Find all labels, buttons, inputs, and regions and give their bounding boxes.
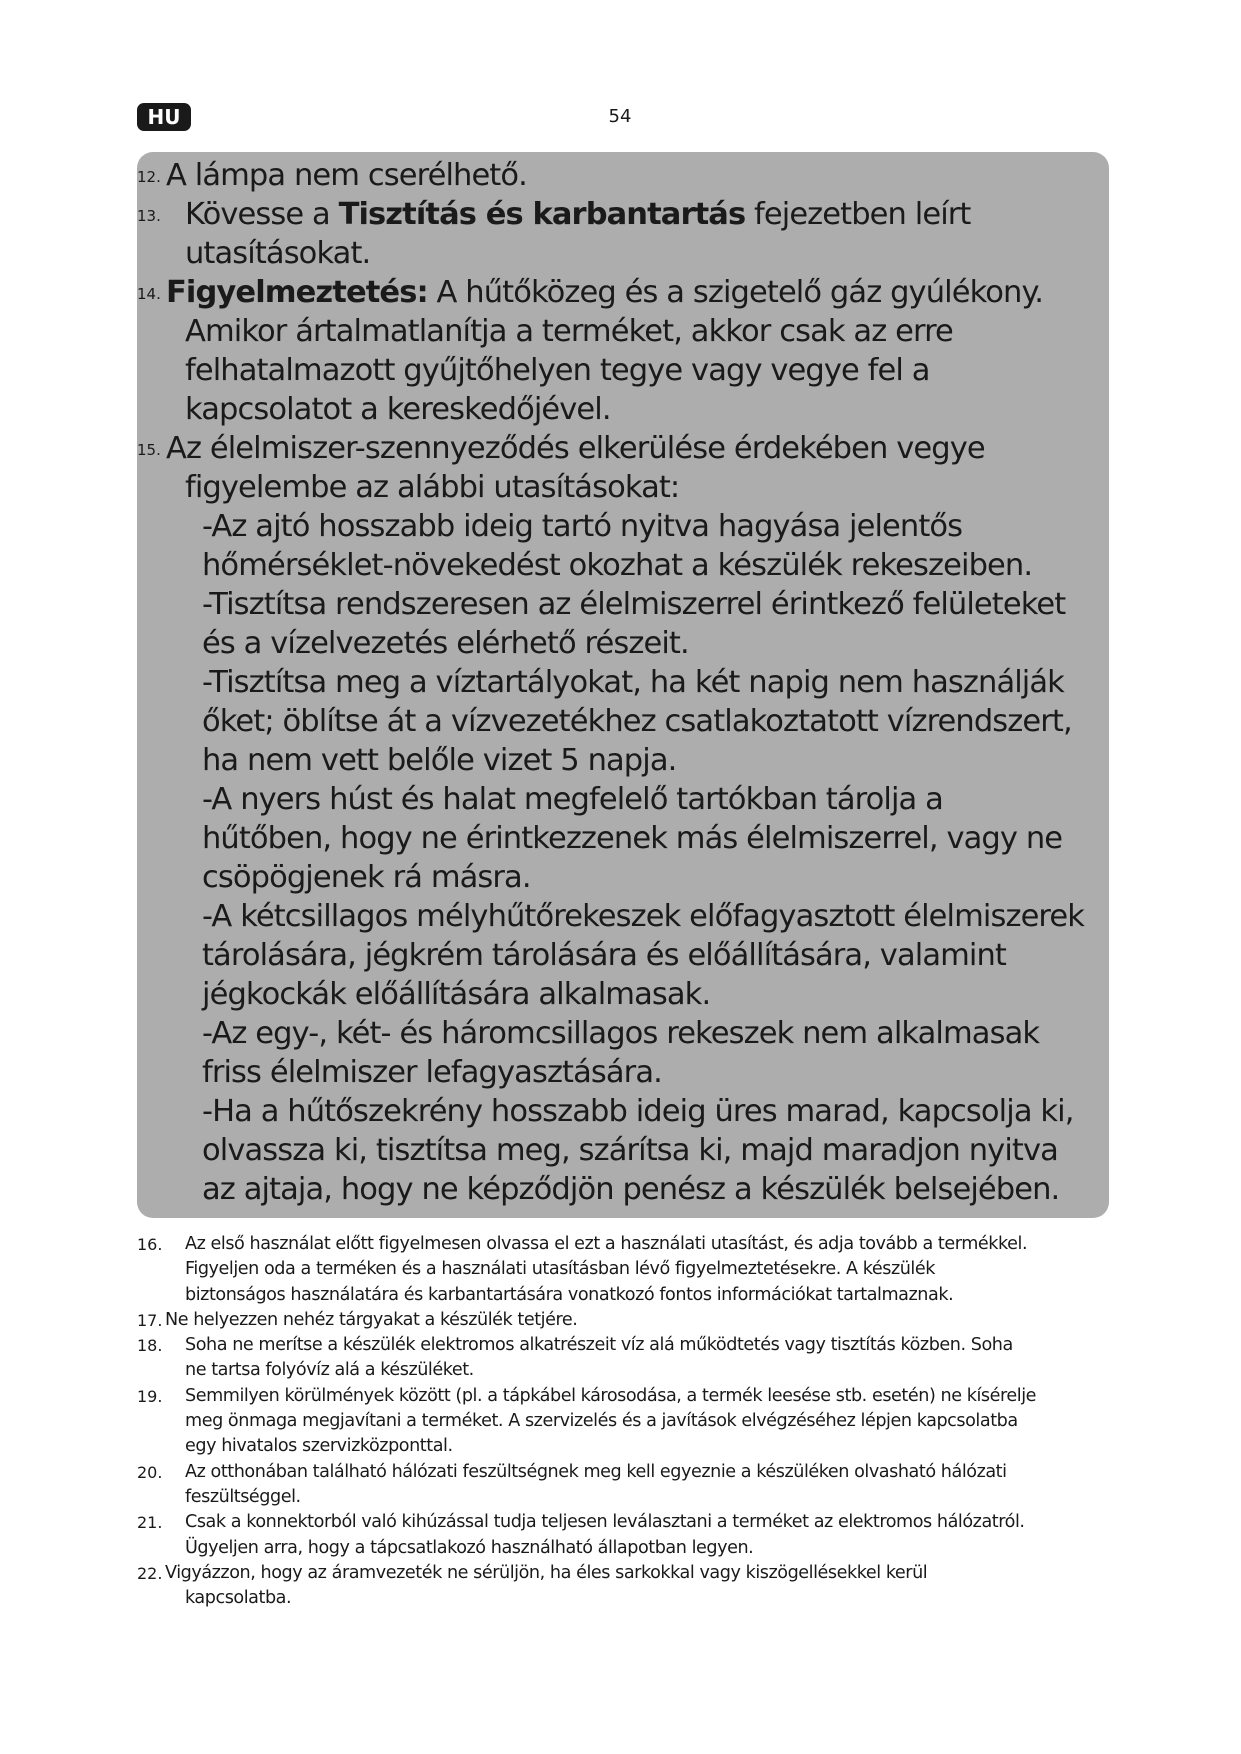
item-text: Amikor ártalmatlanítja a terméket, akkor csak az erre (185, 314, 953, 349)
list-item-12 (137, 156, 1157, 195)
sub-item (137, 663, 1157, 780)
item-number: 13. (137, 207, 161, 225)
item-text: biztonságos használatára és karbantartására vonatkozó fontos információkat tartalmaznak. (185, 1284, 954, 1305)
item-text: Soha ne merítse a készülék elektromos alkatrészeit víz alá működtetés vagy tisztítás közben. Soha (185, 1335, 1013, 1356)
highlighted-list (137, 156, 1157, 1209)
item-number: 22. (137, 1563, 163, 1583)
list-item-15 (137, 429, 1157, 507)
sub-item (137, 897, 1157, 1014)
sub-item-text: csöpögjenek rá másra. (202, 860, 531, 895)
list-item-20 (137, 1460, 1137, 1511)
sub-item-text: az ajtaja, hogy ne képződjön penész a készülék belsejében. (202, 1172, 1060, 1207)
sub-item-text: -Tisztítsa meg a víztartályokat, ha két napig nem használják (202, 665, 1064, 700)
sub-item-text: -Ha a hűtőszekrény hosszabb ideig üres marad, kapcsolja ki, (202, 1094, 1074, 1129)
list-item-21 (137, 1510, 1137, 1561)
item-text (185, 195, 1157, 234)
item-text: A lámpa nem cserélhető. (166, 158, 527, 193)
item-text: meg önmaga megjavítani a terméket. A szervizelés és a javítások elvégzéséhez lépjen kapcsolatba (185, 1411, 1018, 1432)
sub-item-text: olvassza ki, tisztítsa meg, szárítsa ki, majd maradjon nyitva (202, 1133, 1058, 1168)
sub-item (137, 780, 1157, 897)
list-item-22 (137, 1561, 1137, 1612)
list-item-17 (137, 1308, 1137, 1333)
item-text: figyelembe az alábbi utasításokat: (185, 470, 680, 505)
sub-item-text: hőmérséklet-növekedést okozhat a készülék rekeszeiben. (202, 548, 1033, 583)
warning-label: Figyelmeztetés: (166, 275, 428, 310)
list-item-13 (137, 195, 1157, 273)
item-number: 21. (137, 1513, 163, 1533)
item-text-part: Kövesse a (185, 197, 339, 232)
item-text (166, 273, 1157, 312)
item-number: 19. (137, 1386, 163, 1406)
item-text: Ne helyezzen nehéz tárgyakat a készülék tetjére. (165, 1309, 578, 1330)
item-text: Az otthonában található hálózati feszültségnek meg kell egyeznie a készüléken olvasható hálózati (185, 1461, 1007, 1482)
sub-item-text: -Az ajtó hosszabb ideig tartó nyitva hagyása jelentős (202, 509, 963, 544)
item-text: feszültséggel. (185, 1486, 301, 1507)
sub-item-text: ha nem vett belőle vizet 5 napja. (202, 743, 677, 778)
item-text: Az első használat előtt figyelmesen olvassa el ezt a használati utasítást, és adja tovább a termékkel. (185, 1234, 1028, 1254)
item-number: 20. (137, 1462, 163, 1482)
item-text: egy hivatalos szervizközponttal. (185, 1436, 453, 1457)
item-text: Ügyeljen arra, hogy a tápcsatlakozó használható állapotban legyen. (185, 1537, 754, 1558)
item-number: 14. (137, 285, 161, 303)
sub-item-text: -Az egy-, két- és háromcsillagos rekeszek nem alkalmasak (202, 1016, 1040, 1051)
item-text: Semmilyen körülmények között (pl. a tápkábel károsodása, a termék leesése stb. esetén) ne kísérelje (185, 1385, 1037, 1406)
list-item-14 (137, 273, 1157, 429)
sub-item-text: és a vízelvezetés elérhető részeit. (202, 626, 689, 661)
language-badge: HU (137, 103, 191, 131)
item-text: felhatalmazott gyűjtőhelyen tegye vagy vegye fel a (185, 353, 930, 388)
item-text: kapcsolatot a kereskedőjével. (185, 392, 611, 427)
list-item-16 (137, 1232, 1137, 1308)
item-text-part: fejezetben leírt (745, 197, 971, 232)
sub-item-text: -A nyers húst és halat megfelelő tartókban tárolja a (202, 782, 943, 817)
sub-item (137, 585, 1157, 663)
item-text: Csak a konnektorból való kihúzással tudja teljesen leválasztani a terméket az elektromos hálózatról. (185, 1512, 1025, 1533)
item-text: ne tartsa folyóvíz alá a készüléket. (185, 1360, 474, 1381)
page-number: 54 (608, 106, 632, 127)
item-number: 12. (137, 168, 161, 186)
item-text-part: A hűtőközeg és a szigetelő gáz gyúlékony. (427, 275, 1044, 310)
list-item-19 (137, 1384, 1137, 1460)
item-text: Figyeljen oda a terméken és a használati utasításban lévő figyelmeztetésekre. A készülék (185, 1259, 935, 1280)
sub-item-text: hűtőben, hogy ne érintkezzenek más élelmiszerrel, vagy ne (202, 821, 1063, 856)
sub-item (137, 1014, 1157, 1092)
item-number: 18. (137, 1336, 163, 1356)
item-text: Vigyázzon, hogy az áramvezeték ne sérüljön, ha éles sarkokkal vagy kiszögellésekkel kerül (165, 1562, 928, 1583)
sub-item-text: friss élelmiszer lefagyasztására. (202, 1055, 662, 1090)
item-number: 15. (137, 441, 161, 459)
list-item-18 (137, 1333, 1137, 1384)
item-text: Az élelmiszer-szennyeződés elkerülése érdekében vegye (166, 431, 985, 466)
sub-item (137, 1092, 1157, 1209)
item-text: kapcsolatba. (185, 1588, 292, 1609)
sub-item-text: -A kétcsillagos mélyhűtőrekeszek előfagyasztott élelmiszerek (202, 899, 1085, 934)
safety-list (137, 1232, 1137, 1611)
sub-item-text: jégkockák előállítására alkalmasak. (202, 977, 711, 1012)
item-text: utasításokat. (185, 236, 371, 271)
item-number: 16. (137, 1235, 163, 1254)
sub-item (137, 507, 1157, 585)
sub-item-text: tárolására, jégkrém tárolására és előállítására, valamint (202, 938, 1006, 973)
item-number: 17. (137, 1310, 163, 1330)
sub-item-text: őket; öblítse át a vízvezetékhez csatlakoztatott vízrendszert, (202, 704, 1072, 739)
chapter-reference: Tisztítás és karbantartás (338, 197, 746, 232)
sub-item-text: -Tisztítsa rendszeresen az élelmiszerrel érintkező felületeket (202, 587, 1066, 622)
